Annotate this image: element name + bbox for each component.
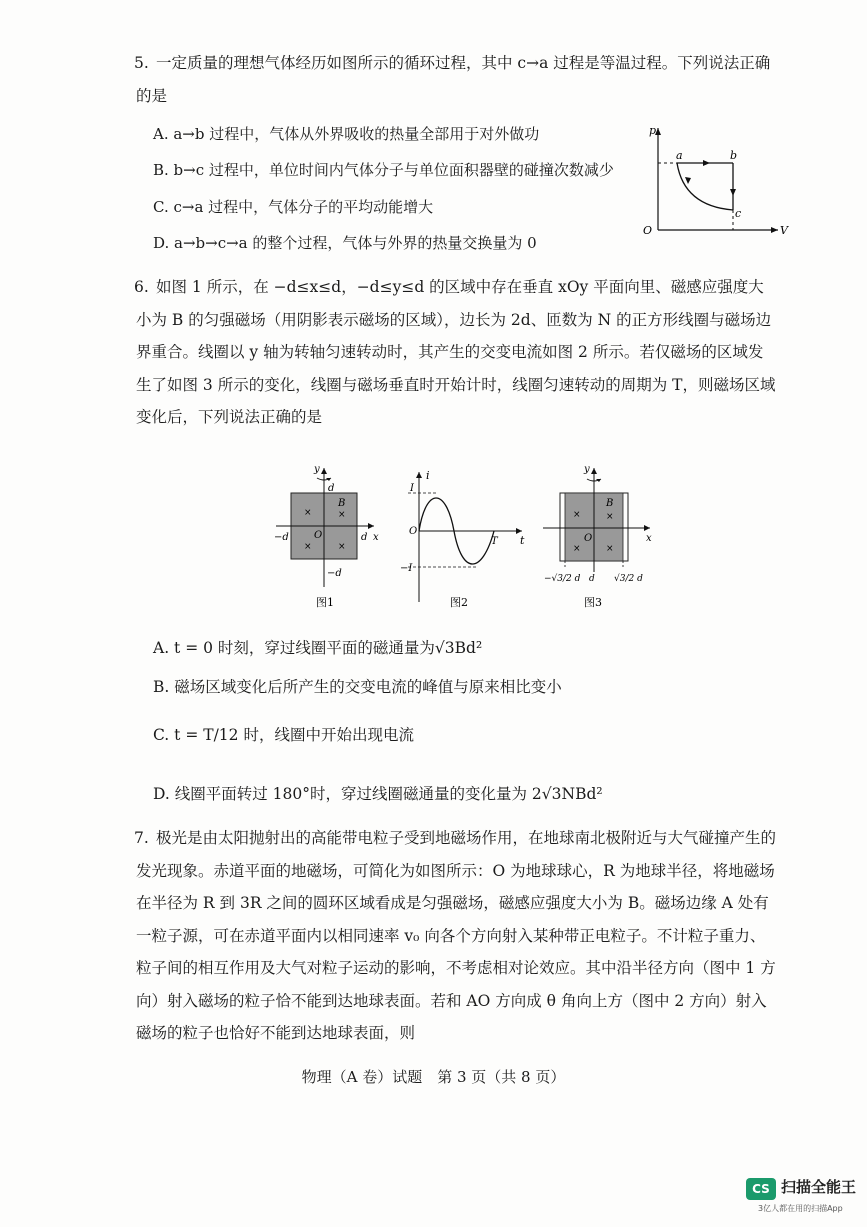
question-number: 5. (134, 54, 149, 72)
x-axis-label: x (646, 533, 652, 544)
origin-label: O (584, 533, 593, 544)
figure-1-caption: 图1 (316, 596, 334, 609)
q6-option-b: B. 磁场区域变化后所产生的交变电流的峰值与原来相比变小 (153, 678, 562, 696)
figure-2-caption: 图2 (450, 596, 468, 609)
page-footer: 物理（A 卷）试题 第 3 页（共 8 页） (301, 1068, 566, 1086)
period-label: T (491, 536, 498, 547)
t-axis-label: t (520, 534, 525, 547)
field-cross: × (304, 542, 312, 552)
field-cross: × (304, 508, 312, 518)
figure-1 (270, 462, 380, 614)
figure-3-caption: 图3 (584, 596, 602, 609)
origin-label: O (409, 526, 418, 537)
neg-d-left-label: −d (274, 532, 289, 543)
field-cross: × (573, 510, 581, 520)
question-stem: 一定质量的理想气体经历如图所示的循环过程，其中 c→a 过程是等温过程。下列说法正确的是 (136, 54, 771, 105)
i-axis-label: i (426, 469, 430, 482)
question-6 (136, 271, 776, 434)
field-cross: × (338, 510, 346, 520)
d-label: d (589, 574, 595, 584)
b-label: B (338, 498, 346, 509)
field-cross: × (338, 542, 346, 552)
question-5 (136, 47, 776, 113)
neg-d-bottom-label: −d (327, 568, 342, 579)
question-stem: 极光是由太阳抛射出的高能带电粒子受到地磁场作用，在地球南北极附近与大气碰撞产生的发光现象。赤道平面的地磁场，可简化为如图所示：O 为地球球心，R 为地球半径，将地磁场在半径为 R 到 3R 之间的圆环区域看成是匀强磁场，磁感应强度大小为 B。磁场边缘 A 处有一粒子源，可在赤道平面内以相同速率 v₀ 向各个方向射入某种带正电粒子。不计粒子重力、粒子间的相互作用及大气对粒子运动的影响，不考虑相对论效应。其中沿半径方向（图中 1 方向）射入磁场的粒子恰不能到达地球表面。若和 AO 方向成 θ 角向上方（图中 2 方向）射入磁场的粒子也恰好不能到达地球表面，则 (136, 829, 777, 1042)
q5-option-c: C. c→a 过程中，气体分子的平均动能增大 (153, 198, 434, 216)
question-7 (136, 822, 776, 1050)
point-a-label: a (676, 149, 683, 162)
origin-label: O (643, 224, 653, 237)
q5-option-b: B. b→c 过程中，单位时间内气体分子与单位面积器壁的碰撞次数减少 (153, 161, 614, 179)
field-cross: × (606, 544, 614, 554)
q5-option-a: A. a→b 过程中，气体从外界吸收的热量全部用于对外做功 (153, 125, 540, 143)
pv-diagram (640, 120, 790, 245)
question-stem: 如图 1 所示，在 −d≤x≤d，−d≤y≤d 的区域中存在垂直 xOy 平面向里、磁感应强度大小为 B 的匀强磁场（用阴影表示磁场的区域），边长为 2d、匝数为 N 的正方形线圈与磁场边界重合。线圈以 y 轴为转轴匀速转动时，其产生的交变电流如图 2 所示。若仅磁场的区域发生了如图 3 所示的变化，线圈与磁场垂直时开始计时，线圈匀速转动的周期为 T，则磁场区域变化后，下列说法正确的是 (136, 278, 776, 426)
camscanner-tagline: 3亿人都在用的扫描App (758, 1204, 843, 1213)
sqrt3-half-d-label: √3/2 d (614, 574, 643, 584)
i-peak-label: I (410, 483, 414, 494)
x-axis-label: x (373, 532, 379, 543)
v-axis-label: V (780, 224, 788, 237)
field-cross: × (573, 544, 581, 554)
figure-2 (398, 462, 528, 614)
origin-label: O (314, 530, 323, 541)
neg-sqrt3-half-d-label: −√3/2 d (544, 574, 581, 584)
y-axis-label: y (314, 464, 320, 475)
point-c-label: c (735, 207, 742, 220)
q6-option-a: A. t = 0 时刻，穿过线圈平面的磁通量为√3Bd² (153, 639, 483, 657)
y-axis-label: y (584, 464, 590, 475)
camscanner-name: 扫描全能王 (781, 1178, 857, 1196)
d-right-label: d (361, 532, 368, 543)
q6-option-c: C. t = T/12 时，线圈中开始出现电流 (153, 726, 414, 744)
figure-3 (540, 462, 660, 614)
q5-option-d: D. a→b→c→a 的整个过程，气体与外界的热量交换量为 0 (153, 234, 537, 252)
question-number: 7. (134, 829, 149, 847)
question-number: 6. (134, 278, 149, 296)
p-axis-label: p (649, 124, 657, 137)
q6-option-d: D. 线圈平面转过 180°时，穿过线圈磁通量的变化量为 2√3NBd² (153, 785, 603, 803)
b-label: B (606, 498, 614, 509)
d-top-label: d (328, 483, 335, 494)
point-b-label: b (730, 149, 738, 162)
camscanner-logo: CS (746, 1178, 776, 1200)
field-cross: × (606, 512, 614, 522)
neg-i-peak-label: −I (400, 563, 413, 574)
